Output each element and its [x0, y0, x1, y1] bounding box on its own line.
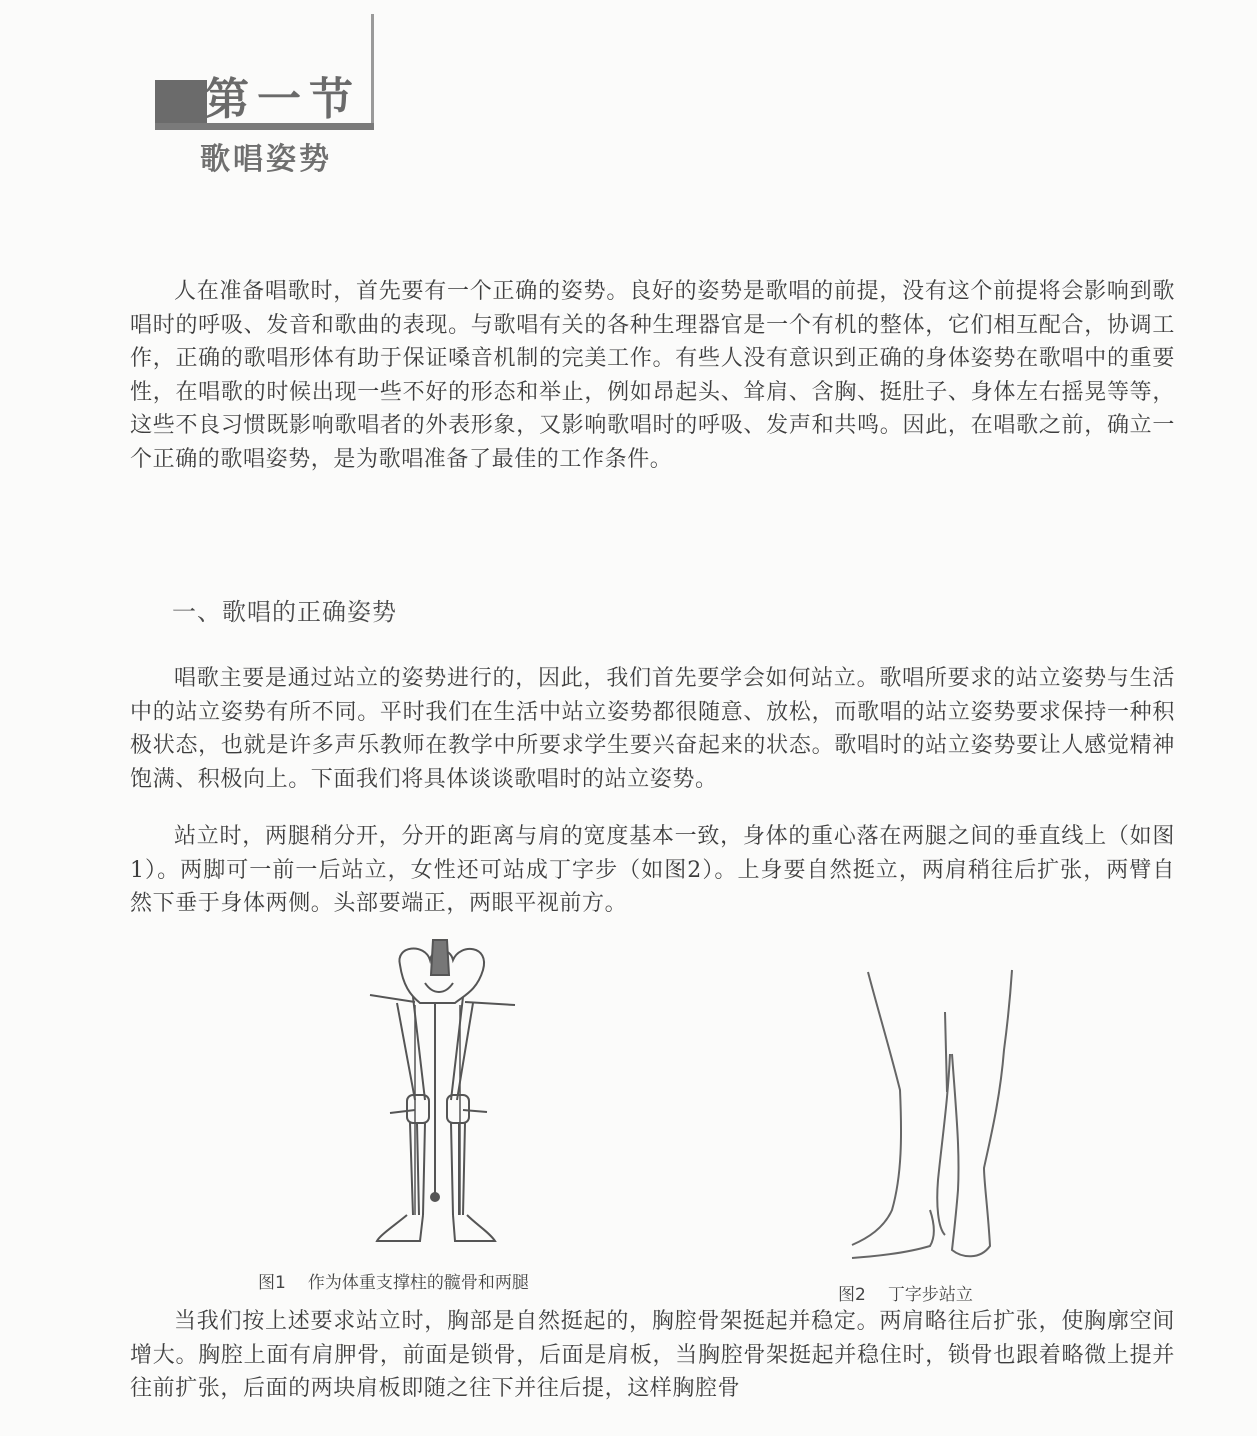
figure-2-t-step-illustration	[850, 960, 1020, 1260]
header-vertical-rule	[371, 14, 374, 130]
figure-1-number: 图1	[258, 1273, 286, 1293]
figure-1-caption	[258, 1268, 529, 1293]
figure-1-skeleton-illustration	[355, 935, 520, 1250]
figure-1-caption-text: 作为体重支撑柱的髋骨和两腿	[307, 1273, 529, 1293]
subsection-heading: 一、歌唱的正确姿势	[172, 598, 397, 626]
section-number: 第一节	[205, 74, 361, 125]
body-paragraph-2: 站立时，两腿稍分开，分开的距离与肩的宽度基本一致，身体的重心落在两腿之间的垂直线上（如图1）。两脚可一前一后站立，女性还可站成丁字步（如图2）。上身要自然挺立，两肩稍往后扩张，两臂自然下垂于身体两侧。头部要端正，两眼平视前方。	[130, 824, 1175, 916]
figure-2-caption	[838, 1280, 973, 1305]
figure-2-caption-text: 丁字步站立	[887, 1285, 973, 1305]
intro-paragraph: 人在准备唱歌时，首先要有一个正确的姿势。良好的姿势是歌唱的前提，没有这个前提将会影响到歌唱时的呼吸、发音和歌曲的表现。与歌唱有关的各种生理器官是一个有机的整体，它们相互配合，协调工作，正确的歌唱形体有助于保证嗓音机制的完美工作。有些人没有意识到正确的身体姿势在歌唱中的重要性，在唱歌的时候出现一些不好的形态和举止，例如昂起头、耸肩、含胸、挺肚子、身体左右摇晃等等，这些不良习惯既影响歌唱者的外表形象，又影响歌唱时的呼吸、发声和共鸣。因此，在唱歌之前，确立一个正确的歌唱姿势，是为歌唱准备了最佳的工作条件。	[130, 279, 1175, 472]
section-title: 歌唱姿势	[200, 142, 332, 177]
figure-2-number: 图2	[838, 1285, 866, 1305]
body-paragraph-1: 唱歌主要是通过站立的姿势进行的，因此，我们首先要学会如何站立。歌唱所要求的站立姿势与生活中的站立姿势有所不同。平时我们在生活中站立姿势都很随意、放松，而歌唱的站立姿势要求保持一种积极状态，也就是许多声乐教师在教学中所要求学生要兴奋起来的状态。歌唱时的站立姿势要让人感觉精神饱满、积极向上。下面我们将具体谈谈歌唱时的站立姿势。	[130, 666, 1175, 792]
body-paragraph-3: 当我们按上述要求站立时，胸部是自然挺起的，胸腔骨架挺起并稳定。两肩略往后扩张，使胸廓空间增大。胸腔上面有肩胛骨，前面是锁骨，后面是肩板，当胸腔骨架挺起并稳住时，锁骨也跟着略微上提并往前扩张，后面的两块肩板即随之往下并往后提，这样胸腔骨	[130, 1309, 1175, 1401]
